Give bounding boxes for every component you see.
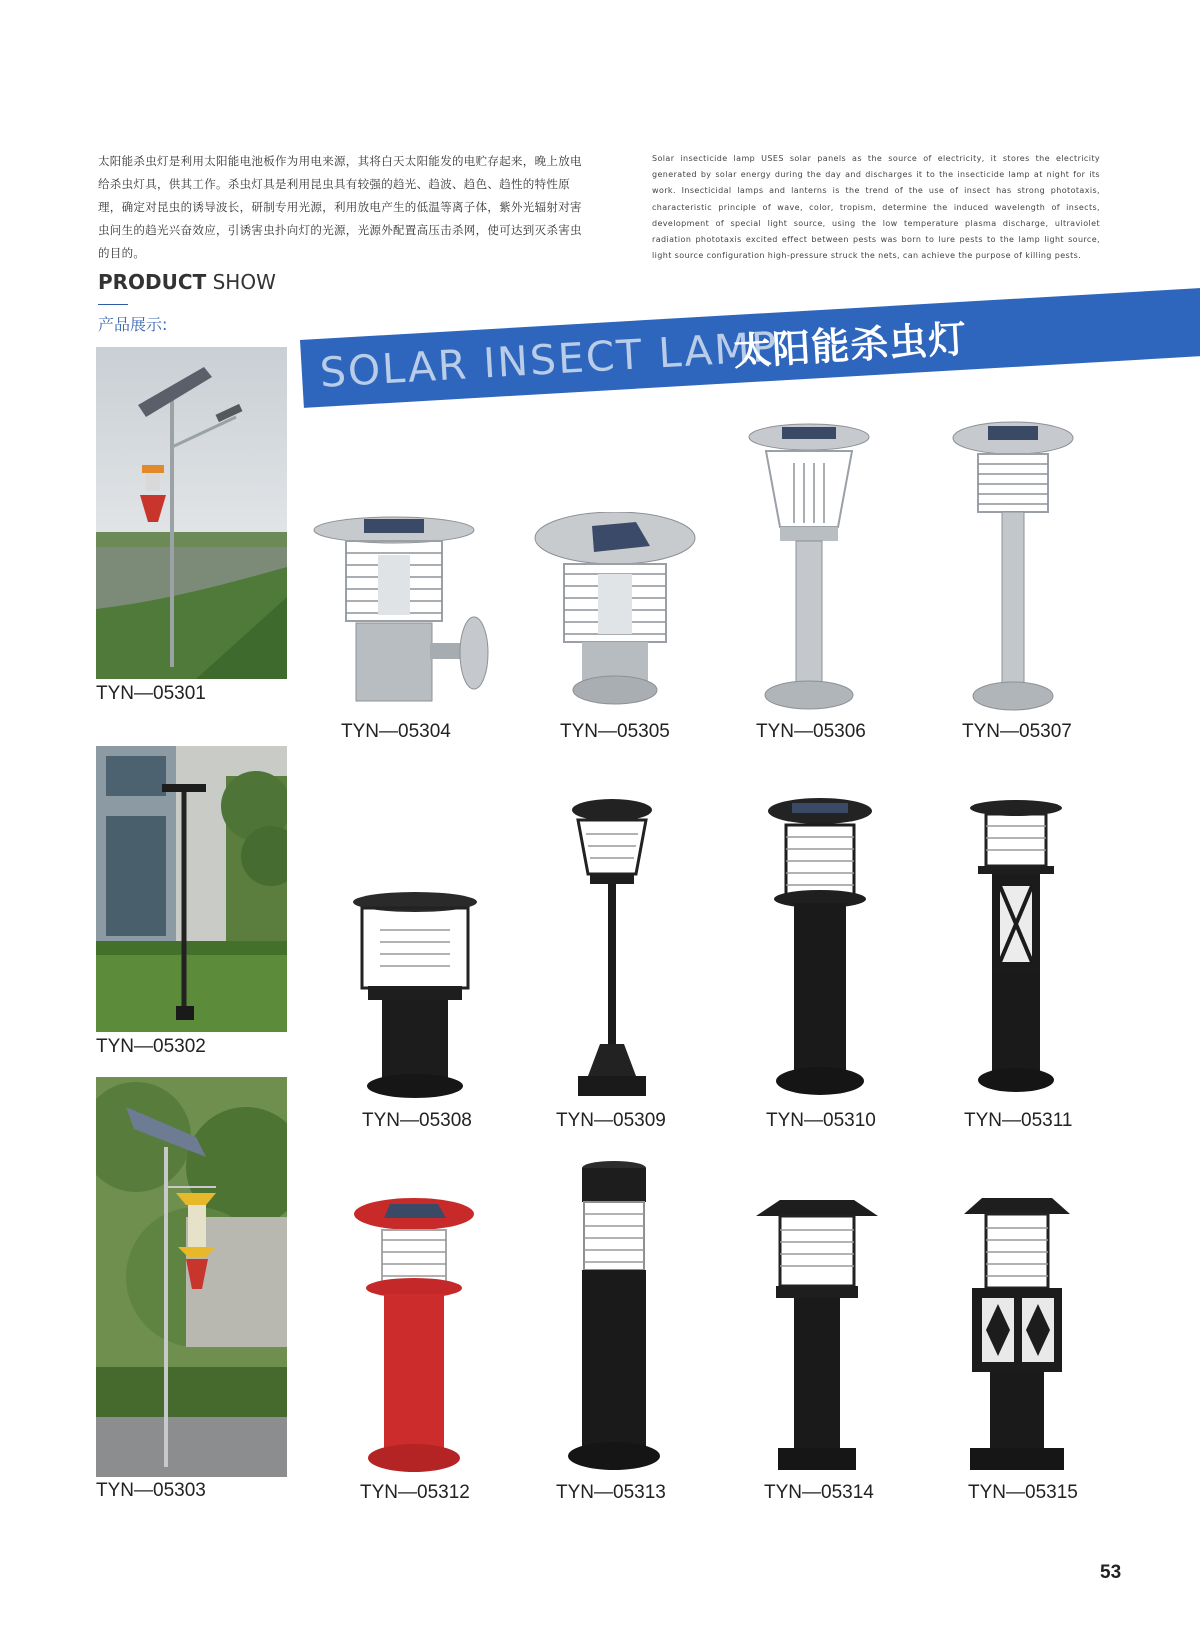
lamp-label-tyn-05307: TYN—05307 bbox=[962, 721, 1072, 742]
lamp-image-tyn-05308 bbox=[350, 890, 480, 1102]
lamp-label-tyn-05315: TYN—05315 bbox=[968, 1482, 1078, 1503]
lamp-image-tyn-05311 bbox=[966, 798, 1066, 1102]
heading-rule bbox=[98, 304, 128, 305]
title-banner bbox=[300, 287, 1200, 408]
lamp-image-tyn-05315 bbox=[956, 1194, 1078, 1476]
lamp-image-tyn-05312 bbox=[350, 1196, 478, 1476]
section-heading bbox=[98, 270, 276, 294]
lamp-image-tyn-05307 bbox=[950, 420, 1076, 715]
section-subheading: 产品展示: bbox=[98, 315, 168, 334]
photo-label-tyn-05303: TYN—05303 bbox=[96, 1480, 206, 1501]
lamp-label-tyn-05308: TYN—05308 bbox=[362, 1110, 472, 1131]
lamp-label-tyn-05310: TYN—05310 bbox=[766, 1110, 876, 1131]
lamp-image-tyn-05305 bbox=[532, 512, 698, 712]
lamp-image-tyn-05313 bbox=[564, 1160, 664, 1476]
lamp-label-tyn-05312: TYN—05312 bbox=[360, 1482, 470, 1503]
banner-english-title: SOLAR INSECT LAMP bbox=[318, 322, 780, 397]
heading-bold: PRODUCT bbox=[98, 270, 207, 294]
banner-chinese-title: 太阳能杀虫灯 bbox=[732, 316, 969, 375]
intro-english-text: Solar insecticide lamp USES solar panels as the source of electricity, it stores the electricity generated by solar energy during the day and discharges it to the insecticide lamp at night for its work. Insecticidal lamps and lanterns is the trend of the use of insect has strong phototaxis, characteristic principle of wave, color, tropism, determine the induced wavelength of insects, development of special light source, using the low temperature plasma discharge, ultraviolet radiation phototaxis excited effect between pests was born to lure pests to the lamp light source, light source configuration high-pressure struck the nets, can achieve the purpose of killing pests. bbox=[652, 154, 1100, 261]
heading-rest: SHOW bbox=[206, 270, 276, 294]
lamp-label-tyn-05311: TYN—05311 bbox=[964, 1110, 1073, 1131]
lamp-image-tyn-05310 bbox=[764, 797, 876, 1102]
photo-label-tyn-05302: TYN—05302 bbox=[96, 1036, 206, 1057]
lamp-image-tyn-05306 bbox=[746, 423, 872, 715]
page-number: 53 bbox=[1100, 1562, 1122, 1583]
lamp-image-tyn-05309 bbox=[560, 798, 664, 1102]
lamp-label-tyn-05313: TYN—05313 bbox=[556, 1482, 666, 1503]
lamp-label-tyn-05304: TYN—05304 bbox=[341, 721, 451, 742]
intro-chinese-text: 太阳能杀虫灯是利用太阳能电池板作为用电来源，其将白天太阳能发的电贮存起来，晚上放电给杀虫灯具，供其工作。杀虫灯具是利用昆虫具有较强的趋光、趋波、趋色、趋性的特性原理，确定对昆虫的诱导波长，研制专用光源，利用放电产生的低温等离子体，紫外光辐射对害虫问生的趋光兴奋效应，引诱害虫扑向灯的光源，光源外配置高压击杀网，使可达到灭杀害虫的目的。 bbox=[98, 154, 582, 260]
lamp-label-tyn-05314: TYN—05314 bbox=[764, 1482, 874, 1503]
lamp-label-tyn-05309: TYN—05309 bbox=[556, 1110, 666, 1131]
photo-label-tyn-05301: TYN—05301 bbox=[96, 683, 206, 704]
product-photo-tyn-05301 bbox=[96, 347, 287, 679]
product-photo-tyn-05302 bbox=[96, 746, 287, 1032]
product-photo-tyn-05303 bbox=[96, 1077, 287, 1477]
lamp-image-tyn-05314 bbox=[752, 1196, 882, 1476]
lamp-image-tyn-05304 bbox=[312, 515, 500, 715]
lamp-label-tyn-05305: TYN—05305 bbox=[560, 721, 670, 742]
lamp-label-tyn-05306: TYN—05306 bbox=[756, 721, 866, 742]
